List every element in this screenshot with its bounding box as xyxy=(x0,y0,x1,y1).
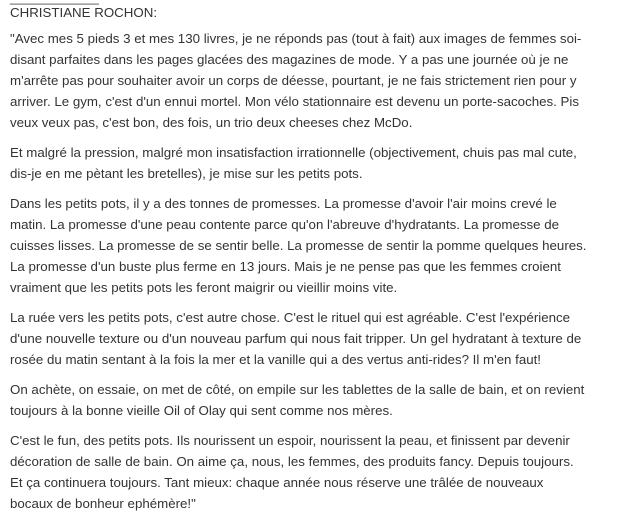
text-line: rosée du matin sentant à la fois la mer et la vanille qui a des vertus anti-rides? Il m'en faut! xyxy=(10,352,541,367)
text-line: m'arrête pas pour souhaiter avoir un corps de déesse, pourtant, je ne fais strictement rien pour y xyxy=(10,73,577,88)
text-line: décoration de salle de bain. On aime ça, nous, les femmes, des produits fancy. Depuis toujours. xyxy=(10,454,574,469)
text-line: matin. La promesse d'une peau contente parce qu'on l'abreuve d'hydratants. La promesse de xyxy=(10,217,560,232)
paragraph xyxy=(10,193,622,298)
text-line: d'une nouvelle texture ou d'un nouveau parfum qui nous fait tripper. Un gel hydratant à texture de xyxy=(10,331,582,346)
paragraph xyxy=(10,379,622,421)
text-line: Et malgré la pression, malgré mon insatisfaction irrationnelle (objectivement, chuis pas mal cute, xyxy=(10,145,577,160)
paragraph xyxy=(10,430,622,514)
text-line: On achète, on essaie, on met de côté, on empile sur les tablettes de la salle de bain, et on revient xyxy=(10,382,585,397)
text-line: cuisses lisses. La promesse de se sentir belle. La promesse de sentir la pomme quelques heures. xyxy=(10,238,587,253)
text-line: "Avec mes 5 pieds 3 et mes 130 livres, je ne réponds pas (tout à fait) aux images de femmes soi- xyxy=(10,31,582,46)
author-heading: CHRISTIANE ROCHON: xyxy=(10,5,158,20)
text-line: bocaux de bonheur ephémère!" xyxy=(10,496,196,511)
text-line: toujours à la bonne vieille Oil of Olay qui sent comme nos mères. xyxy=(10,403,393,418)
text-line: Dans les petits pots, il y a des tonnes de promesses. La promesse d'avoir l'air moins crevé le xyxy=(10,196,557,211)
text-line: veux veux pas, c'est bon, des fois, un trio deux cheeses chez McDo. xyxy=(10,115,413,130)
paragraph xyxy=(10,142,622,184)
text-line: C'est le fun, des petits pots. Ils nourissent un espoir, nourissent la peau, et finissent par devenir xyxy=(10,433,570,448)
text-line: La promesse d'un buste plus ferme en 13 jours. Mais je ne pense pas que les femmes croient xyxy=(10,259,561,274)
text-line: La ruée vers les petits pots, c'est autre chose. C'est le rituel qui est agréable. C'est l'expérience xyxy=(10,310,571,325)
text-line: vraiment que les petits pots les feront maigrir ou vieillir moins vite. xyxy=(10,280,398,295)
text-line: Et ça continuera toujours. Tant mieux: chaque année nous réserve une trâlée de nouveaux xyxy=(10,475,544,490)
paragraph xyxy=(10,307,622,370)
text-line: disant parfaites dans les pages glacées des magazines de mode. Y a pas une journée où je ne xyxy=(10,52,569,67)
text-line: dis-je en me pètant les bretelles), je mise sur les petits pots. xyxy=(10,166,363,181)
paragraph xyxy=(10,28,622,133)
blog-post-body xyxy=(10,0,622,514)
text-line: arriver. Le gym, c'est d'un ennui mortel. Mon vélo stationnaire est devenu un porte-sacoches. Pis xyxy=(10,94,580,109)
